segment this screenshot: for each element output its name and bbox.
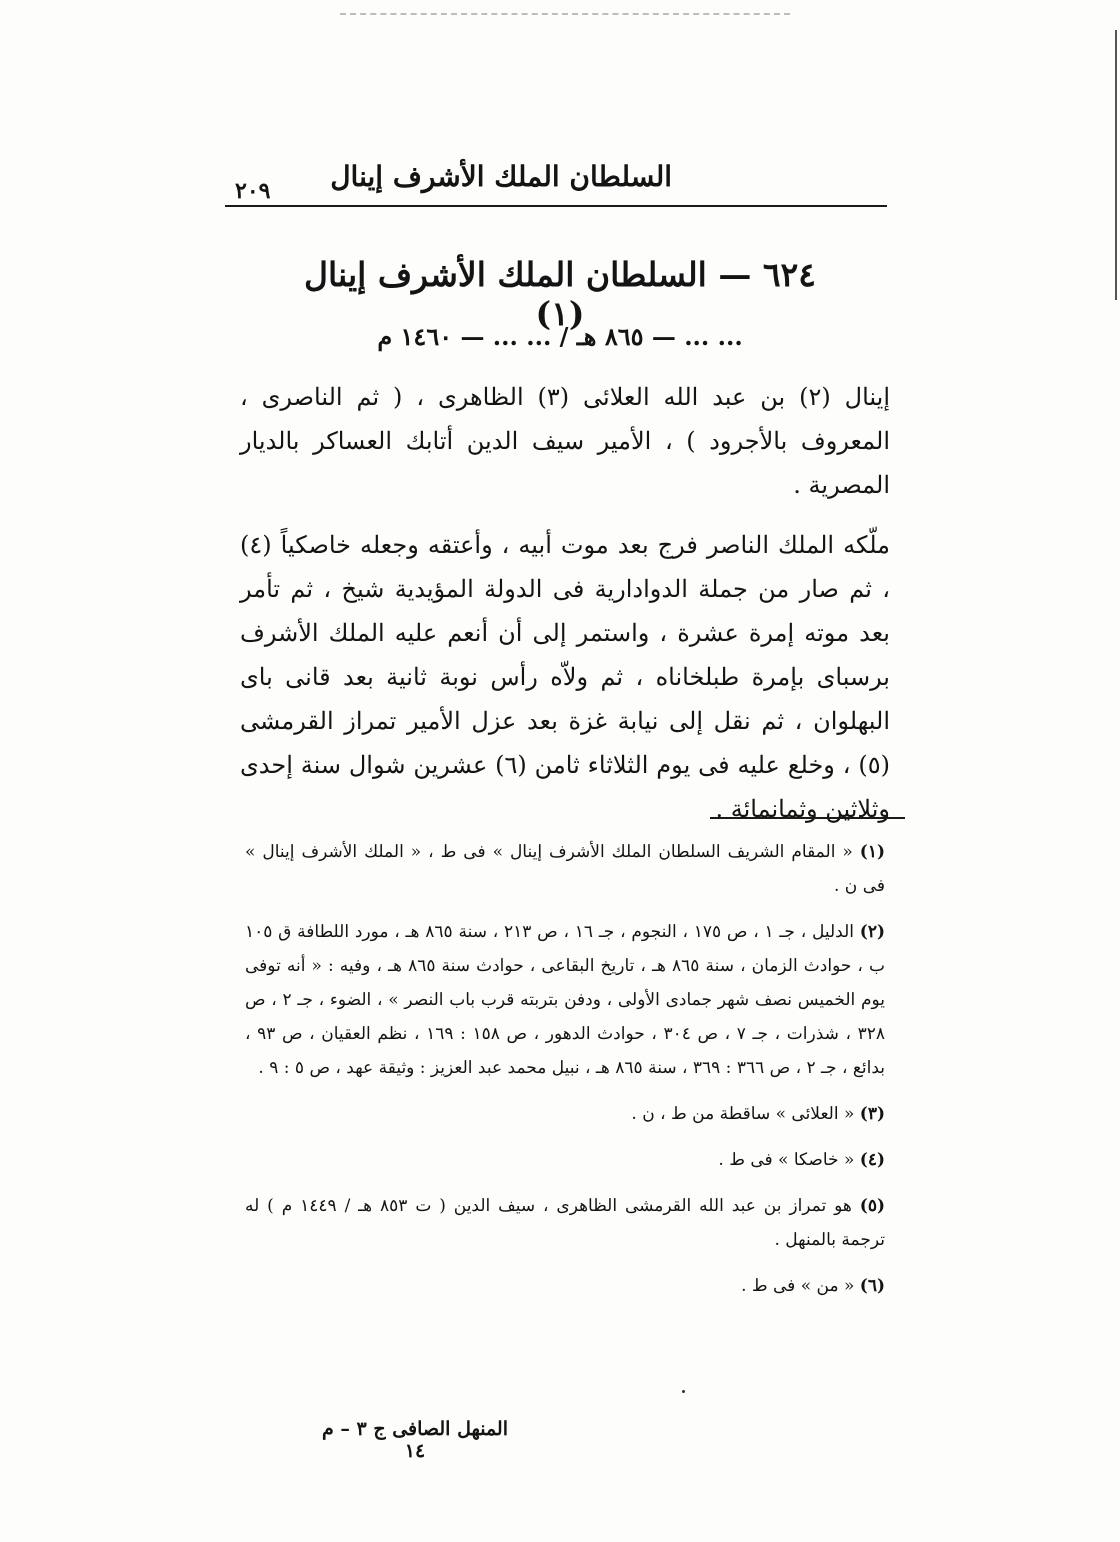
footnote-number: (٣) [859,1104,885,1124]
footnote-text: « المقام الشريف السلطان الملك الأشرف إينال » فى ط ، « الملك الأشرف إينال » فى ن . [245,842,885,896]
footnote [245,1097,885,1131]
footnote-separator [710,817,905,819]
body-paragraph: ملّكه الملك الناصر فرج بعد موت أبيه ، وأعتقه وجعله خاصكياً (٤) ، ثم صار من جملة الدوادارية فى الدولة المؤيدية شيخ ، ثم تأمر بعد موته إمرة عشرة ، واستمر إلى أن أنعم عليه الملك الأشرف برسباى بإمرة طبلخاناه ، ثم ولاّه رأس نوبة ثانية بعد قانى باى البهلوان ، ثم نقل إلى نيابة غزة بعد عزل الأمير تمراز القرمشى (٥) ، وخلع عليه فى يوم الثلاثاء ثامن (٦) عشرين شوال سنة إحدى وثلاثين وثمانمائة . [240,531,890,823]
footnote-number: (٢) [859,922,885,942]
footnotes [245,835,885,1315]
footnote-number: (١) [859,842,886,862]
entry-dates: ... ... — ٨٦٥ هـ / ... ... — ١٤٦٠ م [377,322,743,351]
footnote [245,835,885,903]
footnote-number: (٦) [859,1276,885,1296]
footnote-text: الدليل ، جـ ١ ، ص ١٧٥ ، النجوم ، جـ ١٦ ، ص ٢١٣ ، سنة ٨٦٥ هـ ، مورد اللطافة ق ١٠٥ ب ، حوادث الزمان ، سنة ٨٦٥ هـ ، تاريخ البقاعى ، حوادث سنة ٨٦٥ هـ ، وفيه : « أنه توفى يوم الخميس نصف شهر جمادى الأولى ، ودفن بتربته قرب باب النصر » ، الضوء ، جـ ٢ ، ص ٣٢٨ ، شذرات ، جـ ٧ ، ص ٣٠٤ ، حوادث الدهور ، ص ١٥٨ : ١٦٩ ، نظم العقيان ، ص ٩٣ ، بدائع ، جـ ٢ ، ص ٣٦٦ : ٣٦٩ ، سنة ٨٦٥ هـ ، نبيل محمد عبد العزيز : وثيقة عهد ، ص ٥ : ٩ . [245,922,885,1078]
entry-title: ٦٢٤ — السلطان الملك الأشرف إينال (١) [303,255,816,333]
footnote-text: « خاصكا » فى ط . [718,1150,855,1170]
book-signature: المنهل الصافى ج ٣ – م ١٤ [321,1418,508,1462]
footnote [245,1143,885,1177]
footnote [245,1189,885,1257]
running-title: السلطان الملك الأشرف إينال [330,160,672,193]
footnote-number: (٤) [859,1150,885,1170]
scan-edge-mark [1115,30,1117,300]
top-scan-border [340,13,790,15]
ink-speck [682,1390,685,1393]
footnote-text: هو تمراز بن عبد الله القرمشى الظاهرى ، سيف الدين ( ت ٨٥٣ هـ / ١٤٤٩ م ) له ترجمة بالمنهل . [245,1196,885,1250]
footnote-text: « من » فى ط . [741,1276,855,1296]
page-number: ٢٠٩ [235,178,271,204]
page-header [225,160,887,207]
footnote-number: (٥) [859,1196,886,1216]
footnote [245,915,885,1085]
entry-body [240,375,890,847]
footnote [245,1269,885,1303]
footnote-text: « العلائى » ساقطة من ط ، ن . [631,1104,855,1124]
body-paragraph: إينال (٢) بن عبد الله العلائى (٣) الظاهرى ، ( ثم الناصرى ، المعروف بالأجرود ) ، الأمير سيف الدين أتابك العساكر بالديار المصرية . [240,383,890,499]
